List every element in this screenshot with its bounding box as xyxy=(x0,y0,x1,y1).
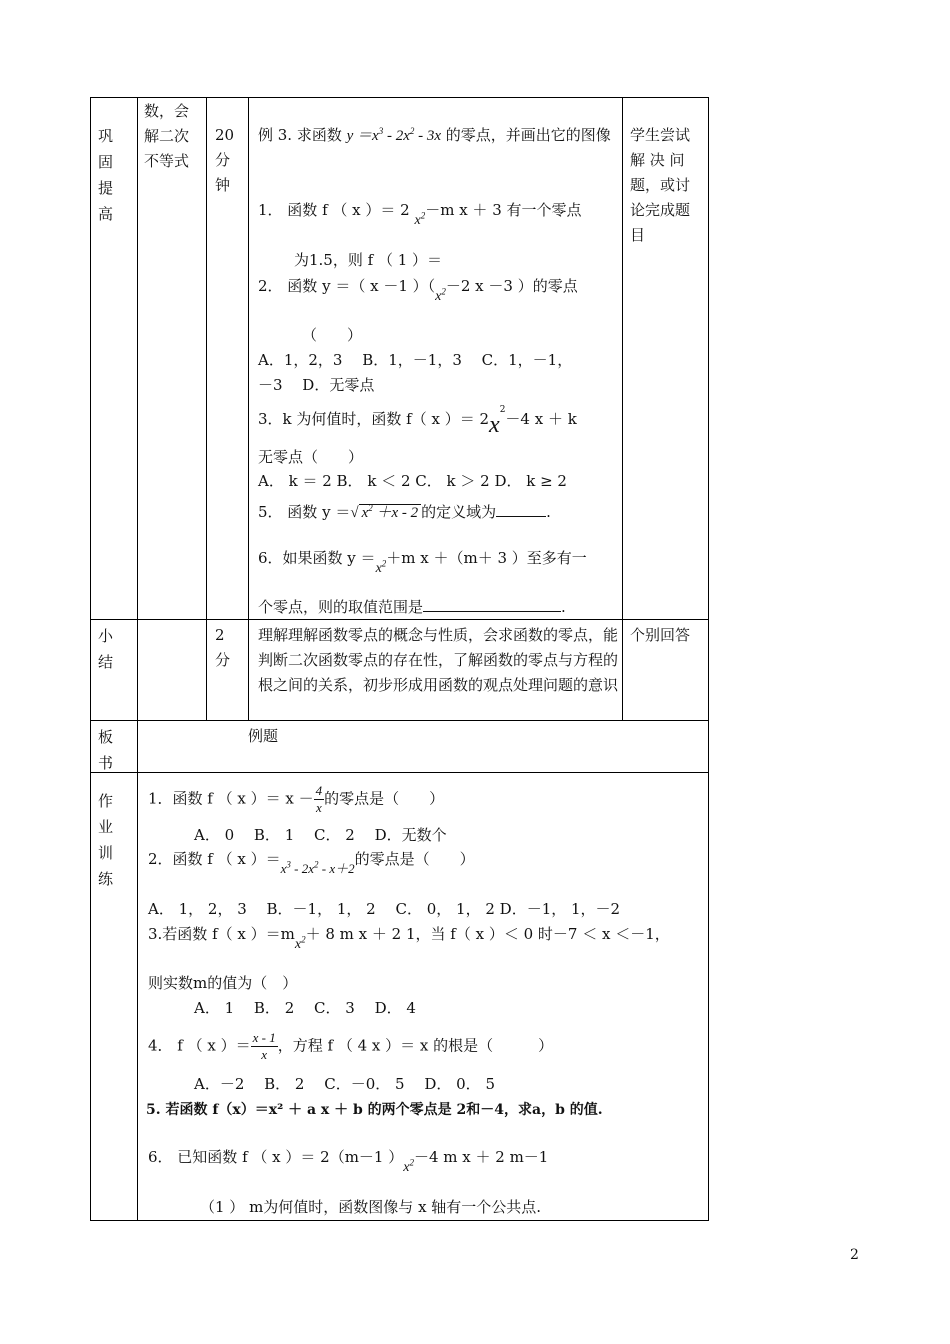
section-label-homework: 作 业 训 练 xyxy=(98,792,114,888)
table-border-top xyxy=(90,97,709,98)
question-6: 6．如果函数 $y =x^2+m$ x ＋（m＋ 3 ）至多有一 xyxy=(258,549,587,576)
question-3-cont: 无零点（ ） xyxy=(258,448,364,466)
question-2-paren: （ ） xyxy=(302,326,363,344)
table-border-bottom xyxy=(90,1220,709,1221)
row-divider-2 xyxy=(90,720,709,721)
homework-6-part-1: （1 ） m为何值时，函数图像与 x 轴有一个公共点. xyxy=(200,1198,542,1216)
question-5: 5． 函数 y ＝√ $x^2 +x - 2$ 的定义域为 . xyxy=(258,500,618,526)
summary-content: 理解理解函数零点的概念与性质，会求函数的零点，能判断二次函数零点的存在性，了解函数的零点与方程的根之间的关系，初步形成用函数的观点处理问题的意识 xyxy=(258,626,619,694)
page-number: 2 xyxy=(850,1247,859,1263)
table-border-right-lower xyxy=(708,720,709,1221)
lesson-plan-table xyxy=(90,97,709,1221)
content-cell: 数，会解二次不等式 xyxy=(144,102,190,170)
row-divider-3 xyxy=(90,772,709,773)
homework-2-options: A． 1， 2， 3 B．－1， 1， 2 C． 0， 1， 2 D．－1， 1，－2 xyxy=(148,900,621,918)
section-label-summary: 小 结 xyxy=(98,627,114,671)
example-3: 例 3. 求函数 $y =x^3 - 2x^2 - 3x$ 的零点，并画出它的图像 xyxy=(258,126,611,144)
table-border-right-upper xyxy=(708,97,709,720)
section-label-consolidate: 巩 固 提 高 xyxy=(98,127,114,223)
homework-1-options: A． 0 B． 1 C． 2 D．无数个 xyxy=(194,826,447,844)
section-label-board: 板 书 xyxy=(98,728,114,772)
homework-6: 6． 已知函数 f （ x ）＝ 2（m－1 ）$x^2-4$ m x ＋ 2 m－1 xyxy=(148,1148,549,1175)
homework-4-options: A．－2 B． 2 C．－0． 5 D． 0． 5 xyxy=(194,1075,495,1093)
question-2-options: A．1，2，3 B．1，－1，3 C．1，－1， －3 D．无零点 xyxy=(258,351,573,394)
question-6-cont: 个零点，则的取值范围是 . xyxy=(258,595,618,620)
homework-2: 2．函数 f （ x ）$=x^3 - 2x^2 - x+2$的零点是（ ） xyxy=(148,850,475,876)
question-2: 2． 函数 y ＝（ x －1 ）（$x^2-2$ x －3 ）的零点 xyxy=(258,277,578,304)
homework-4: 4． f （ x ）＝ $\frac{x - 1}{x}$ ，方程 f （ 4 x ）＝ x 的根是（ ） xyxy=(148,1030,554,1062)
col-divider-4 xyxy=(622,97,623,720)
homework-3: 3.若函数 f（ x ）$=mx^2+ 8$ m x ＋ 2 1，当 f（ x ）＜ 0 时－7 ＜ x ＜－1， xyxy=(148,925,670,952)
time-cell: 20 分 钟 xyxy=(215,126,235,194)
summary-activity: 个别回答 xyxy=(630,626,691,644)
col-divider-3 xyxy=(248,97,249,720)
question-1: 1． 函数 f （ x ）＝ 2 $x^2-m$ x ＋ 3 有一个零点 xyxy=(258,201,582,228)
question-1-cont: 为1.5，则 f （ 1 ）＝ xyxy=(294,251,443,269)
question-3-options: A． k ＝ 2 B． k ＜ 2 C． k ＞ 2 D． k ≥ 2 xyxy=(258,472,567,490)
question-3: 3．k 为何值时，函数 f（ x ）＝ $2x^2-4$ x ＋ k xyxy=(258,405,577,438)
board-content: 例题 xyxy=(248,727,279,745)
activity-cell: 学生尝试解 决 问题，或讨论完成题目 xyxy=(630,126,691,244)
homework-3-cont: 则实数m的值为（ ） xyxy=(148,974,298,992)
homework-1: 1．函数 f （ x ）＝ x － $\frac{4}{x}$ 的零点是（ ） xyxy=(148,783,445,815)
col-divider-1 xyxy=(137,97,138,1221)
table-border-left xyxy=(90,97,91,1221)
homework-3-options: A． 1 B． 2 C． 3 D． 4 xyxy=(194,999,416,1017)
col-divider-2 xyxy=(206,97,207,720)
homework-5: 5. 若函数 f（x）＝x² ＋ a x ＋ b 的两个零点是 2和－4，求a，b 的值. xyxy=(146,1102,603,1118)
summary-time: 2 分 xyxy=(215,626,231,669)
